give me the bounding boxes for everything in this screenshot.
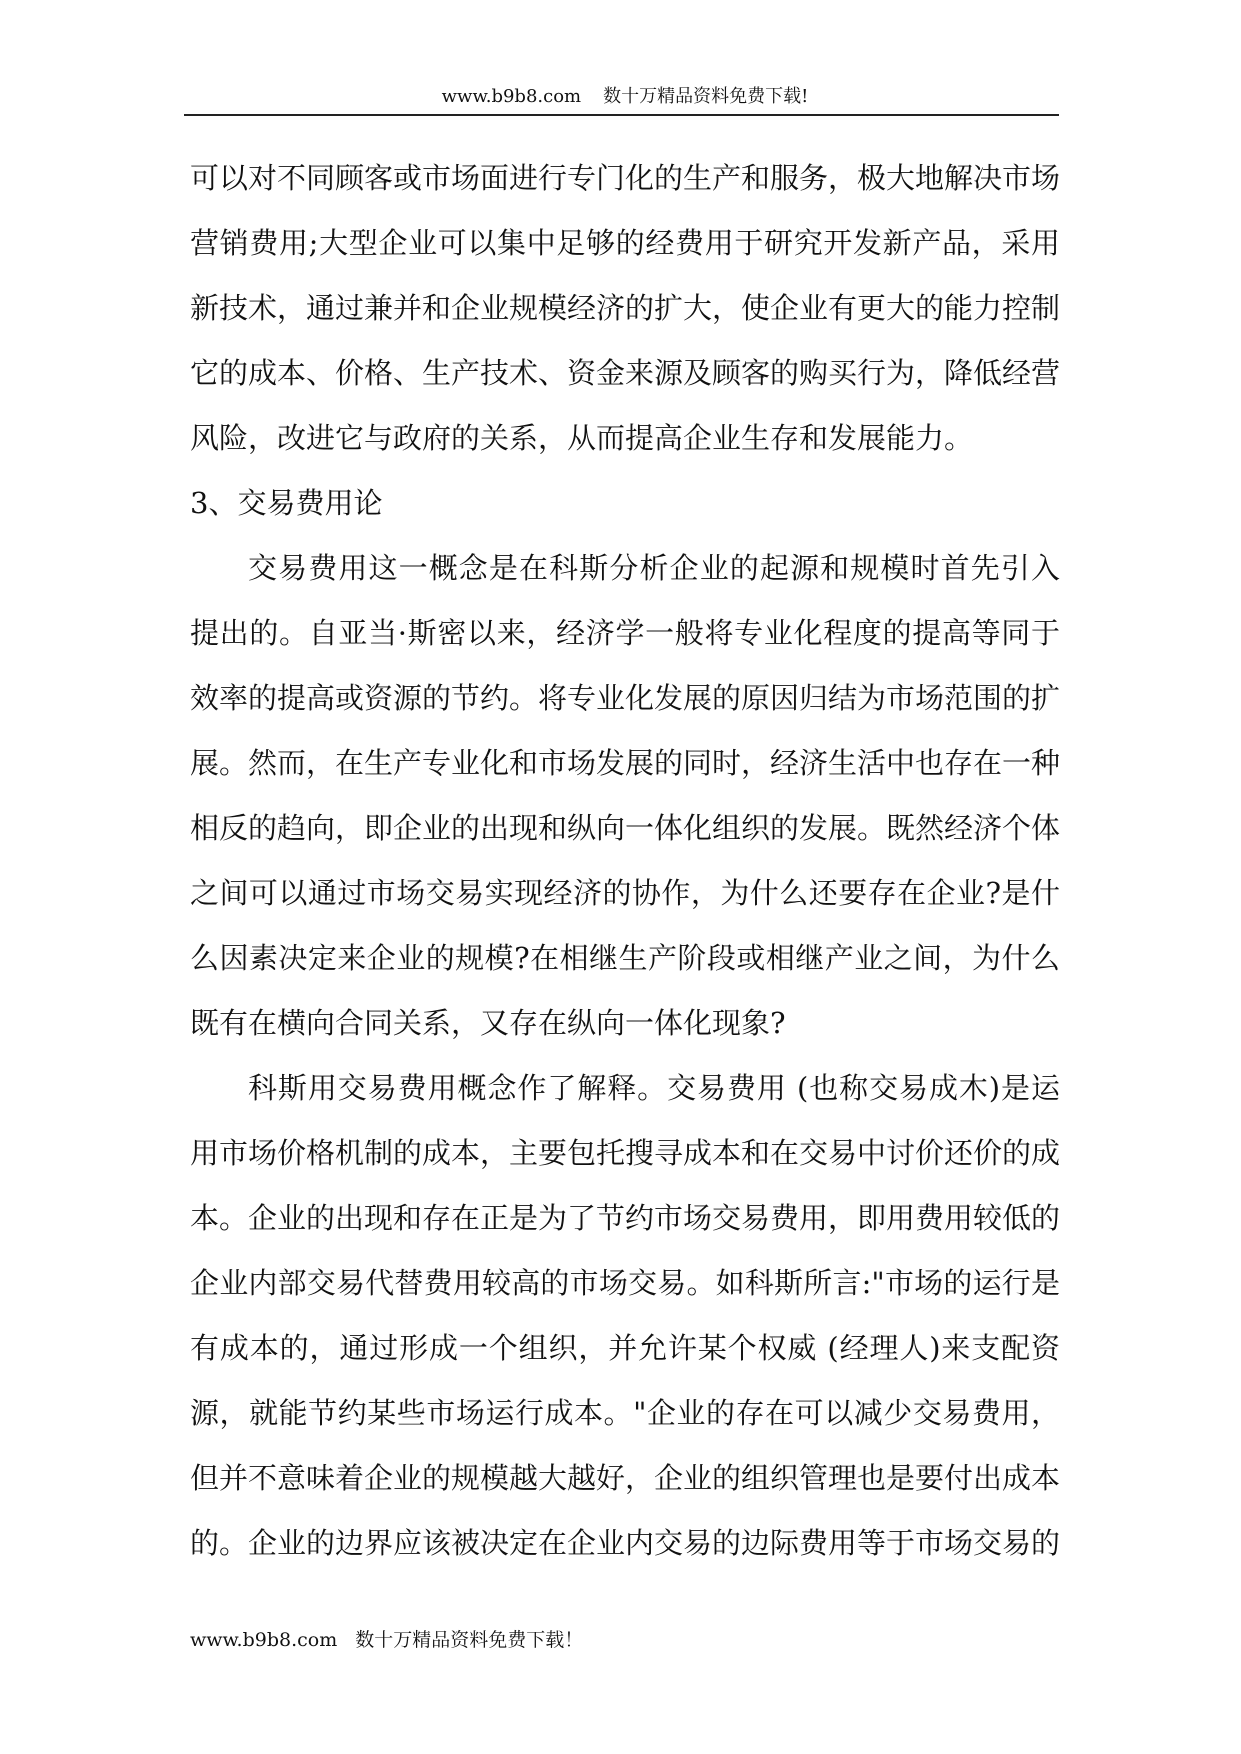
page-footer	[190, 1628, 583, 1652]
text-line: 本。企业的出现和存在正是为了节约市场交易费用，即用费用较低的	[190, 1201, 1060, 1235]
text-line: 的。企业的边界应该被决定在企业内交易的边际费用等于市场交易的	[190, 1526, 1060, 1560]
text-line: 用市场价格机制的成本，主要包托搜寻成本和在交易中讨价还价的成	[190, 1136, 1060, 1170]
text-line: 交易费用这一概念是在科斯分析企业的起源和规模时首先引入	[248, 551, 1060, 585]
text-line: 科斯用交易费用概念作了解释。交易费用 (也称交易成木)是运	[248, 1071, 1060, 1105]
text-line: 之间可以通过市场交易实现经济的协作，为什么还要存在企业?是什	[190, 876, 1060, 910]
text-line: 效率的提高或资源的节约。将专业化发展的原因归结为市场范围的扩	[190, 681, 1060, 715]
text-line: 企业内部交易代替费用较高的市场交易。如科斯所言:"市场的运行是	[190, 1266, 1060, 1300]
text-line: 展。然而，在生产专业化和市场发展的同时，经济生活中也存在一种	[190, 746, 1060, 780]
text-line: 可以对不同顾客或市场面进行专门化的生产和服务，极大地解决市场	[190, 161, 1060, 195]
text-line: 但并不意味着企业的规模越大越好，企业的组织管理也是要付出成本	[190, 1461, 1060, 1495]
text-line: 源，就能节约某些市场运行成本。"企业的存在可以减少交易费用，	[190, 1396, 1060, 1430]
footer-site-url: www.b9b8.com	[190, 1629, 338, 1651]
header-divider	[184, 114, 1059, 116]
text-line: 相反的趋向，即企业的出现和纵向一体化组织的发展。既然经济个体	[190, 811, 1060, 845]
text-line: 提出的。自亚当·斯密以来，经济学一般将专业化程度的提高等同于	[190, 616, 1060, 650]
text-line: 它的成本、价格、生产技术、资金来源及顾客的购买行为，降低经营	[190, 356, 1060, 390]
header-slogan: 数十万精品资料免费下载!	[603, 86, 809, 107]
page-header	[190, 86, 1060, 108]
text-line: 有成本的，通过形成一个组织，并允许某个权威 (经理人)来支配资	[190, 1331, 1060, 1365]
text-line: 既有在横向合同关系，又存在纵向一体化现象?	[190, 1006, 786, 1040]
text-line: 营销费用;大型企业可以集中足够的经费用于研究开发新产品，采用	[190, 226, 1060, 260]
footer-slogan: 数十万精品资料免费下载！	[355, 1629, 584, 1651]
text-line: 新技术，通过兼并和企业规模经济的扩大，使企业有更大的能力控制	[190, 291, 1060, 325]
header-site-url: www.b9b8.com	[441, 86, 582, 107]
text-line: 风险，改进它与政府的关系，从而提高企业生存和发展能力。	[190, 421, 974, 455]
section-heading: 3、交易费用论	[190, 486, 383, 520]
text-line: 么因素决定来企业的规模?在相继生产阶段或相继产业之间，为什么	[190, 941, 1060, 975]
document-body	[190, 158, 1060, 1588]
